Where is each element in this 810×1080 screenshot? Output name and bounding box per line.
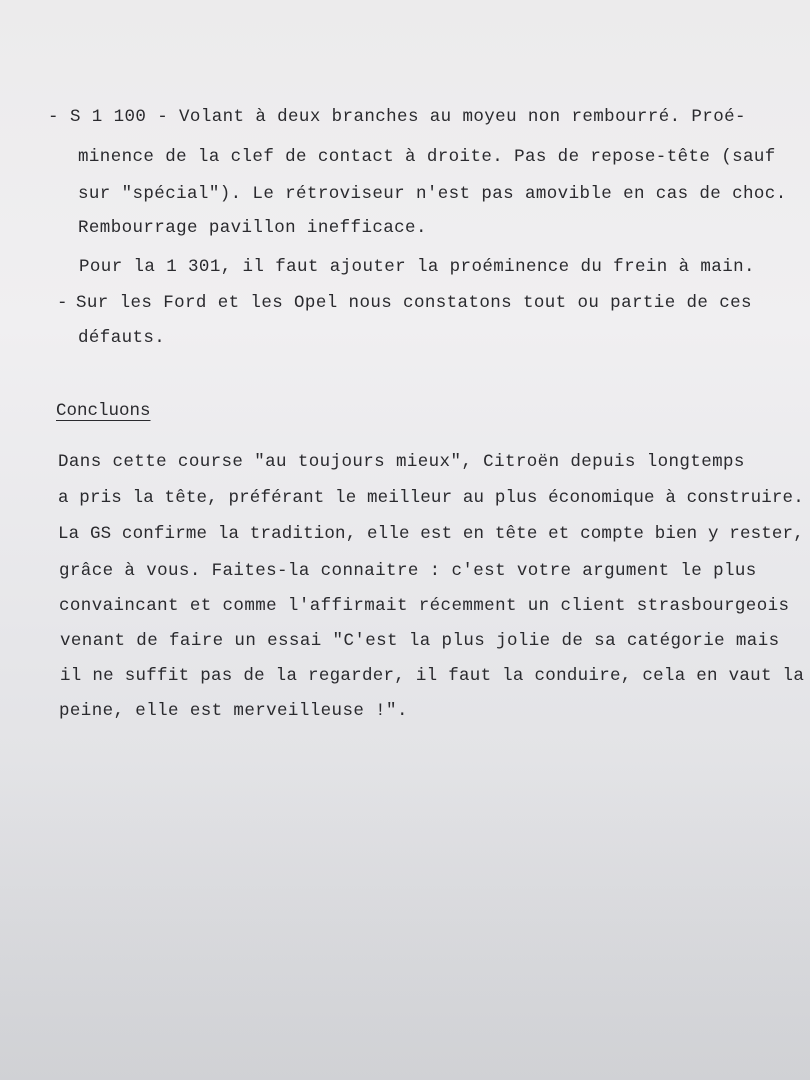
text-line: Pour la 1 301, il faut ajouter la proéminence du frein à main. — [79, 257, 755, 277]
text-line: La GS confirme la tradition, elle est en tête et compte bien y rester, — [58, 524, 804, 544]
text-line: Rembourrage pavillon inefficace. — [78, 218, 427, 238]
text-line: peine, elle est merveilleuse !". — [59, 701, 408, 721]
page-shadow — [0, 760, 810, 1080]
bullet-dash-1: - — [48, 107, 59, 127]
text-line: S 1 100 - Volant à deux branches au moyeu non rembourré. Proé- — [70, 107, 746, 127]
section-heading: Concluons — [56, 401, 151, 421]
text-line: a pris la tête, préférant le meilleur au plus économique à construire. — [58, 488, 804, 508]
text-line: il ne suffit pas de la regarder, il faut la conduire, cela en vaut la — [60, 666, 805, 686]
text-line: grâce à vous. Faites-la connaitre : c'est votre argument le plus — [59, 561, 757, 581]
bullet-dash-2: - — [57, 293, 68, 313]
text-line: sur "spécial"). Le rétroviseur n'est pas amovible en cas de choc. — [78, 184, 787, 204]
text-line: Dans cette course "au toujours mieux", Citroën depuis longtemps — [58, 452, 745, 472]
text-line: minence de la clef de contact à droite. Pas de repose-tête (sauf — [78, 147, 776, 167]
text-line: convaincant et comme l'affirmait récemment un client strasbourgeois — [59, 596, 790, 616]
text-line: venant de faire un essai "C'est la plus jolie de sa catégorie mais — [60, 631, 780, 651]
text-line: défauts. — [78, 328, 166, 348]
text-line: Sur les Ford et les Opel nous constatons tout ou partie de ces — [76, 293, 752, 313]
